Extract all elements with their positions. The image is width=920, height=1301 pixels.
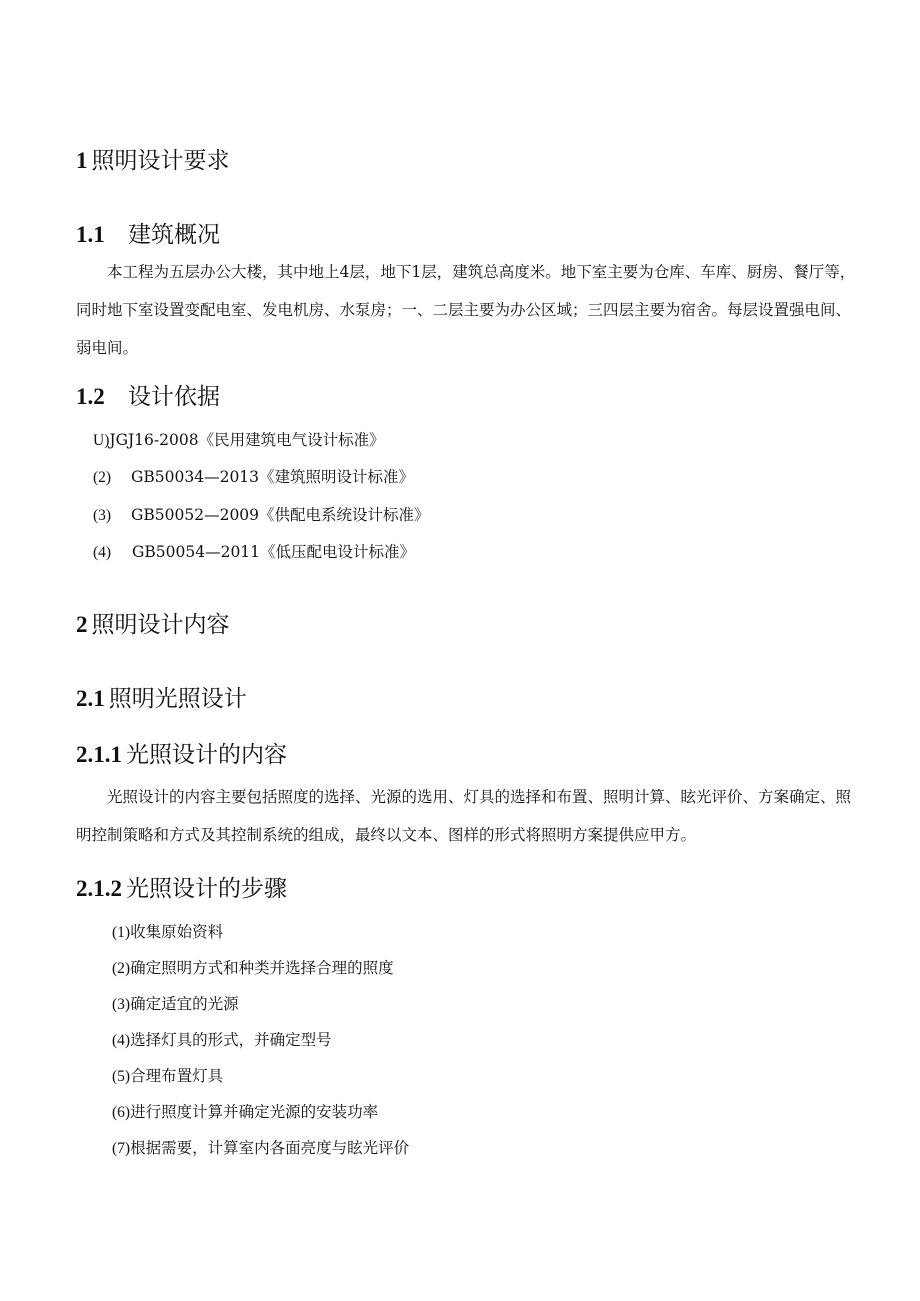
list-item-step-7 [112,1137,409,1160]
heading-number: 2.1.1 [76,742,122,767]
list-text: JGJ16-2008《民用建筑电气设计标准》 [109,431,385,449]
heading-number: 2.1 [76,686,105,711]
heading-title: 光照设计的步骤 [126,876,287,902]
heading-section-2-1-2 [76,874,287,904]
list-item-step-6 [112,1101,378,1124]
list-text: 确定适宜的光源 [130,995,239,1013]
heading-section-2-1 [76,684,247,714]
heading-title: 照明设计要求 [91,148,230,174]
list-marker: (3) [93,507,112,524]
paragraph-building-overview: 本工程为五层办公大楼，其中地上4层，地下1层，建筑总高度米。地下室主要为仓库、车库、厨房、餐厅等，同时地下室设置变配电室、发电机房、水泵房；一、二层主要为办公区域；三四层主要为宿舍。每层设置强电间、弱电间。 [76,263,856,357]
list-text: GB50052—2009《供配电系统设计标准》 [131,506,430,524]
list-marker: (5) [112,1068,131,1085]
heading-section-1 [76,146,230,176]
heading-section-2-1-1 [76,740,287,770]
list-item-step-4 [112,1029,332,1052]
heading-number: 1.1 [76,222,105,247]
heading-title: 建筑概况 [128,222,220,248]
list-marker: (4) [93,544,112,561]
heading-title: 照明光照设计 [108,686,247,712]
list-item-step-2 [112,957,394,980]
list-marker: U) [93,432,110,449]
list-marker: (2) [112,960,131,977]
list-item-step-3 [112,993,239,1016]
list-item-basis-1 [93,429,385,452]
paragraph-lighting-content: 光照设计的内容主要包括照度的选择、光源的选用、灯具的选择和布置、照明计算、眩光评价、方案确定、照明控制策略和方式及其控制系统的组成，最终以文本、图样的形式将照明方案提供应甲方。 [76,788,852,844]
list-item-step-5 [112,1065,223,1088]
list-item-basis-3 [93,504,430,527]
heading-title: 光照设计的内容 [126,742,287,768]
list-item-basis-4 [93,541,415,564]
list-marker: (1) [112,924,131,941]
list-marker: (4) [112,1032,131,1049]
heading-section-1-1 [76,220,220,250]
list-marker: (7) [112,1140,131,1157]
list-marker: (3) [112,996,131,1013]
list-marker: (6) [112,1104,131,1121]
list-item-basis-2 [93,466,414,489]
list-text: 确定照明方式和种类并选择合理的照度 [130,959,394,977]
list-text: 选择灯具的形式，并确定型号 [130,1031,332,1049]
list-text: 收集原始资料 [130,923,224,941]
heading-title: 照明设计内容 [91,612,230,638]
heading-number: 2.1.2 [76,876,122,901]
list-text: GB50054—2011《低压配电设计标准》 [132,543,416,561]
list-marker: (2) [93,469,112,486]
list-text: 进行照度计算并确定光源的安装功率 [130,1103,379,1121]
list-item-step-1 [112,921,223,944]
heading-section-2 [76,610,230,640]
heading-number: 2 [76,612,88,637]
heading-title: 设计依据 [128,384,220,410]
heading-section-1-2 [76,382,220,412]
list-text: 根据需要，计算室内各面亮度与眩光评价 [130,1139,410,1157]
heading-number: 1 [76,148,88,173]
list-text: 合理布置灯具 [130,1067,224,1085]
heading-number: 1.2 [76,384,105,409]
list-text: GB50034—2013《建筑照明设计标准》 [131,468,415,486]
